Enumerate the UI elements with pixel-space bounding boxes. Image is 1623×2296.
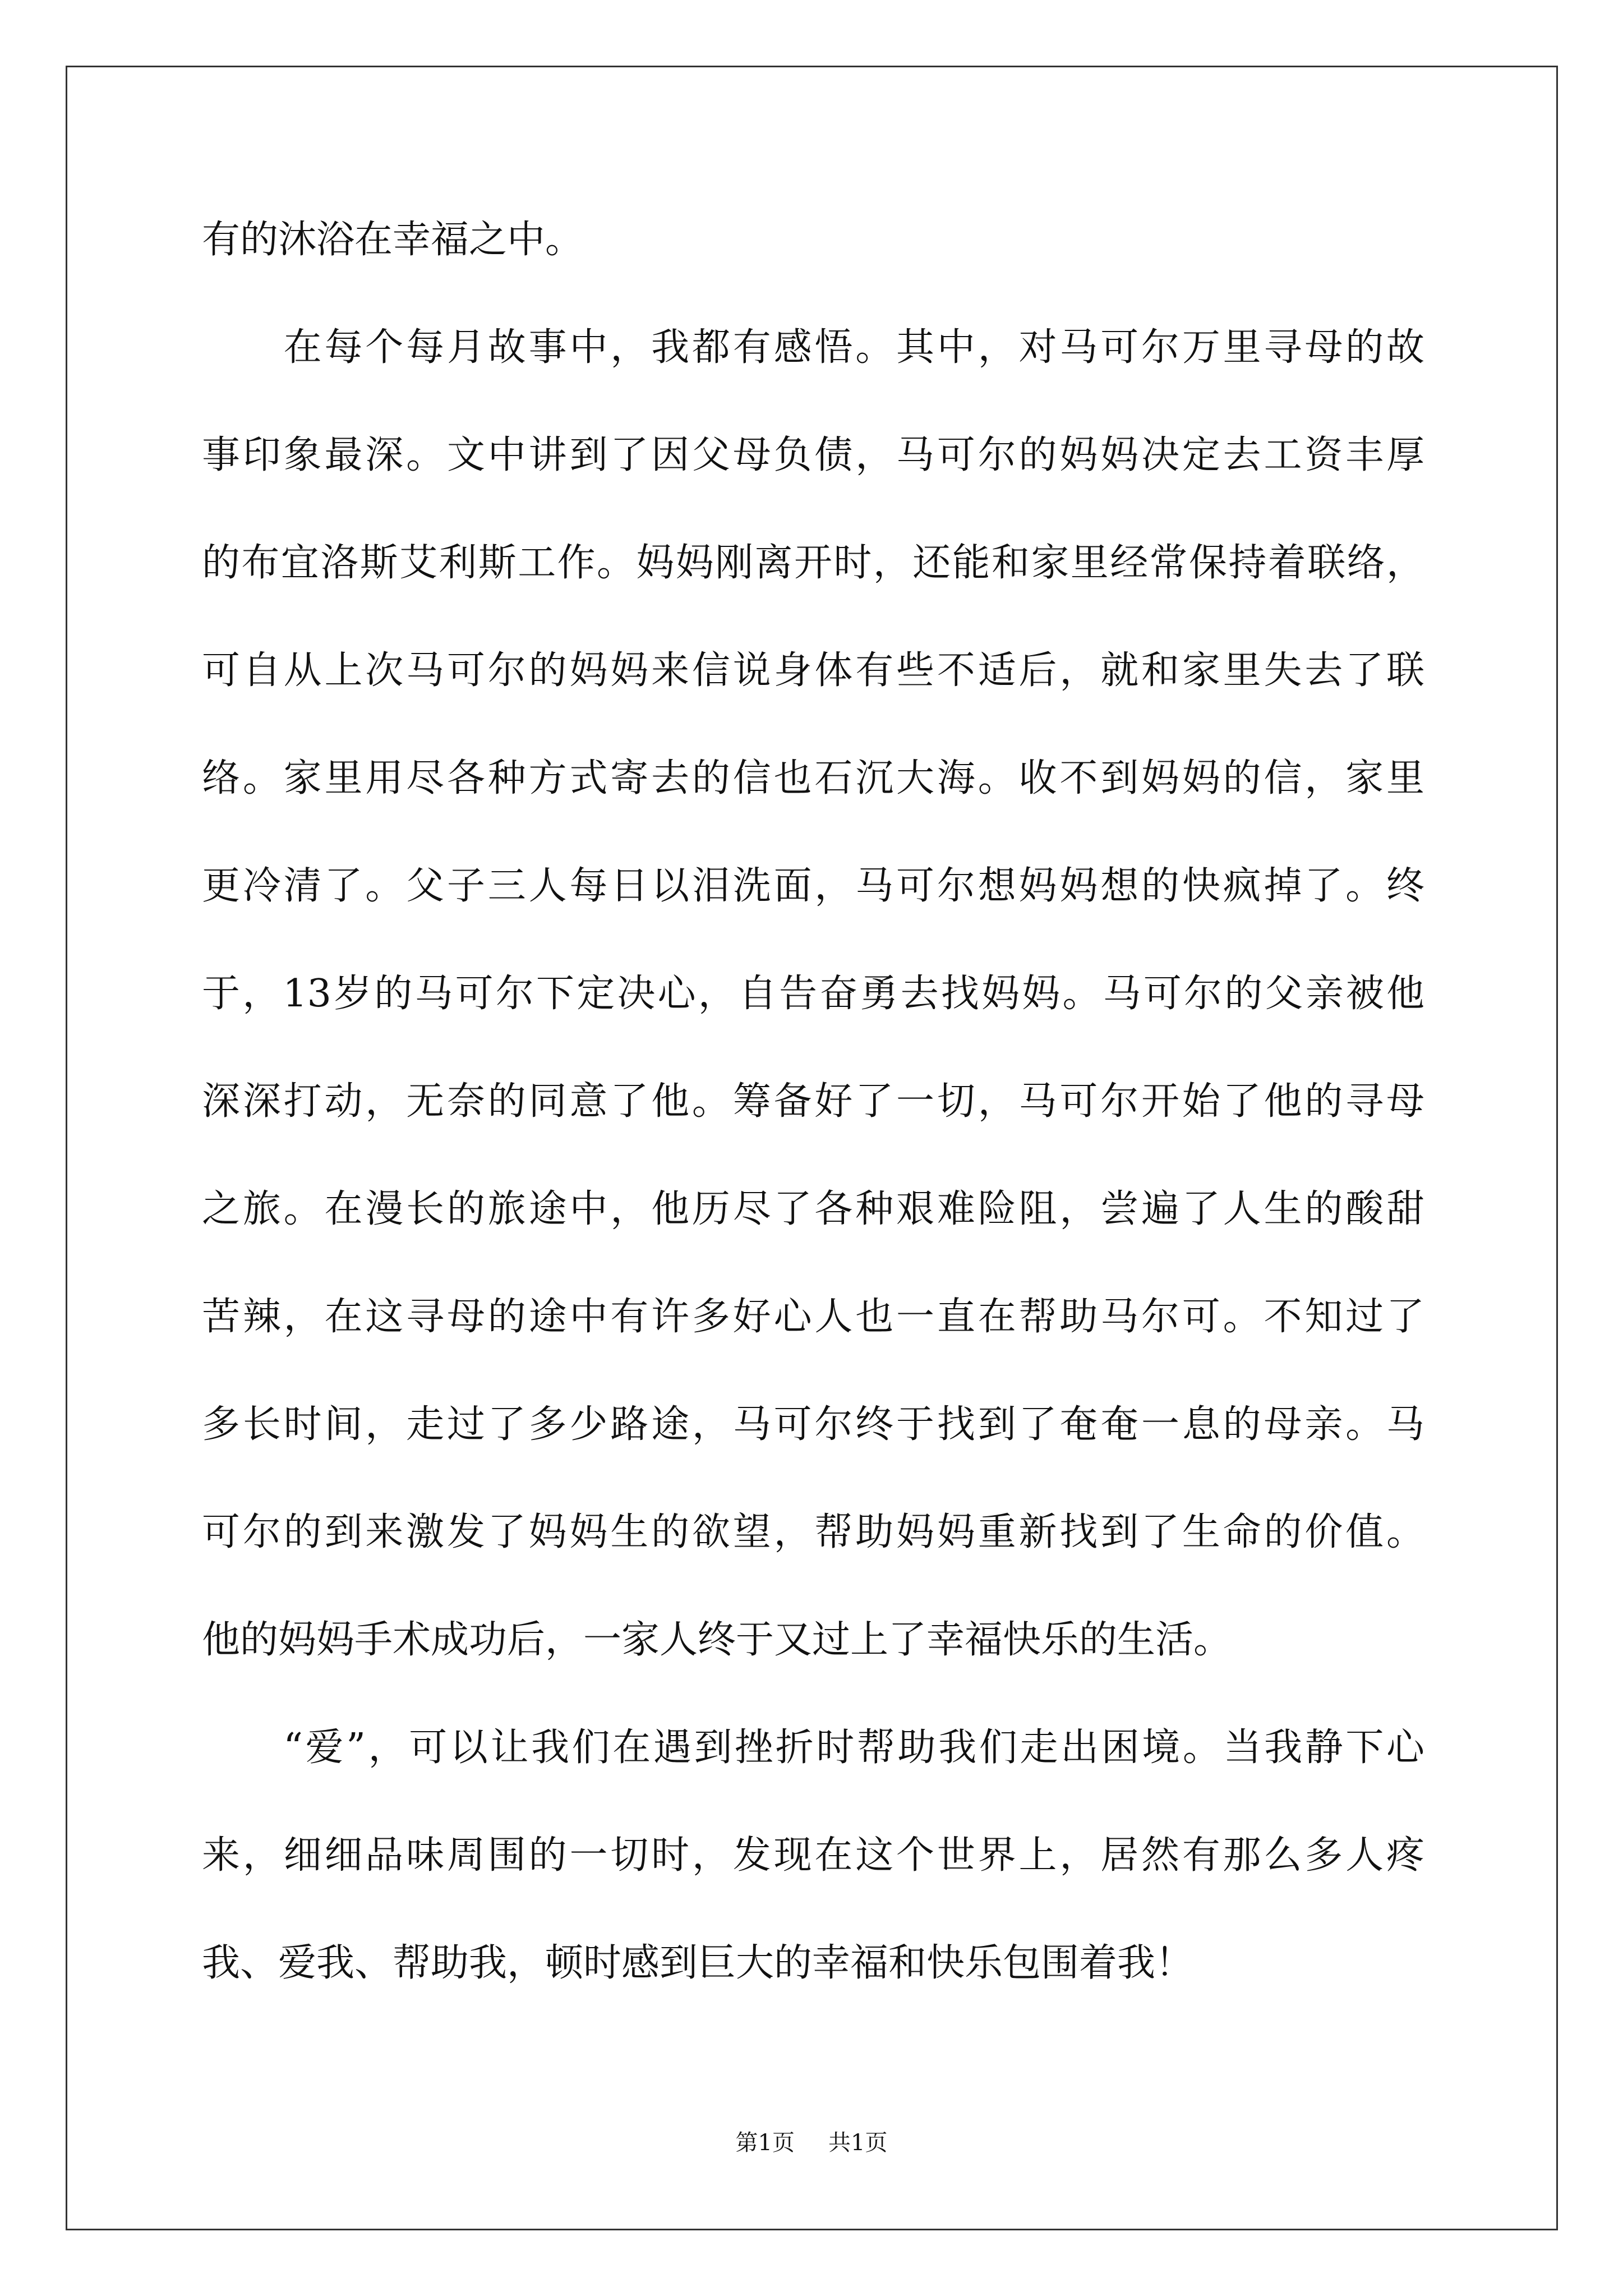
- text-line: 事印象最深。文中讲到了因父母负债，马可尔的妈妈决定去工资丰厚: [202, 433, 1424, 477]
- text-line: 来，细细品味周围的一切时，发现在这个世界上，居然有那么多人疼: [202, 1833, 1424, 1878]
- page-number: 第1页: [735, 2130, 795, 2156]
- text-line: “爱”，可以让我们在遇到挫折时帮助我们走出困境。当我静下心: [202, 1726, 1424, 1770]
- text-line: 他的妈妈手术成功后，一家人终于又过上了幸福快乐的生活。: [202, 1618, 1232, 1662]
- text-line: 之旅。在漫长的旅途中，他历尽了各种艰难险阻，尝遍了人生的酸甜: [202, 1187, 1424, 1231]
- text-line: 我、爱我、帮助我，顿时感到巨大的幸福和快乐包围着我！: [202, 1941, 1194, 1985]
- text-line: 苦辣，在这寻母的途中有许多好心人也一直在帮助马尔可。不知过了: [202, 1295, 1424, 1339]
- document-body: [202, 212, 1424, 2043]
- text-line: 可尔的到来激发了妈妈生的欲望，帮助妈妈重新找到了生命的价值。: [202, 1510, 1424, 1554]
- page-total: 共1页: [828, 2130, 888, 2156]
- text-line: 的布宜洛斯艾利斯工作。妈妈刚离开时，还能和家里经常保持着联络，: [202, 541, 1424, 585]
- text-line: 于，13岁的马可尔下定决心，自告奋勇去找妈妈。马可尔的父亲被他: [202, 972, 1424, 1016]
- text-line: 可自从上次马可尔的妈妈来信说身体有些不适后，就和家里失去了联: [202, 648, 1424, 693]
- text-line: 更冷清了。父子三人每日以泪洗面，马可尔想妈妈想的快疯掉了。终: [202, 864, 1424, 908]
- text-line: 深深打动，无奈的同意了他。筹备好了一切，马可尔开始了他的寻母: [202, 1079, 1424, 1124]
- page-footer: [0, 2126, 1623, 2160]
- text-line: 络。家里用尽各种方式寄去的信也石沉大海。收不到妈妈的信，家里: [202, 756, 1424, 800]
- text-line: 在每个每月故事中，我都有感悟。其中，对马可尔万里寻母的故: [202, 325, 1424, 370]
- text-line: 多长时间，走过了多少路途，马可尔终于找到了奄奄一息的母亲。马: [202, 1402, 1424, 1447]
- text-line: 有的沐浴在幸福之中。: [202, 218, 584, 262]
